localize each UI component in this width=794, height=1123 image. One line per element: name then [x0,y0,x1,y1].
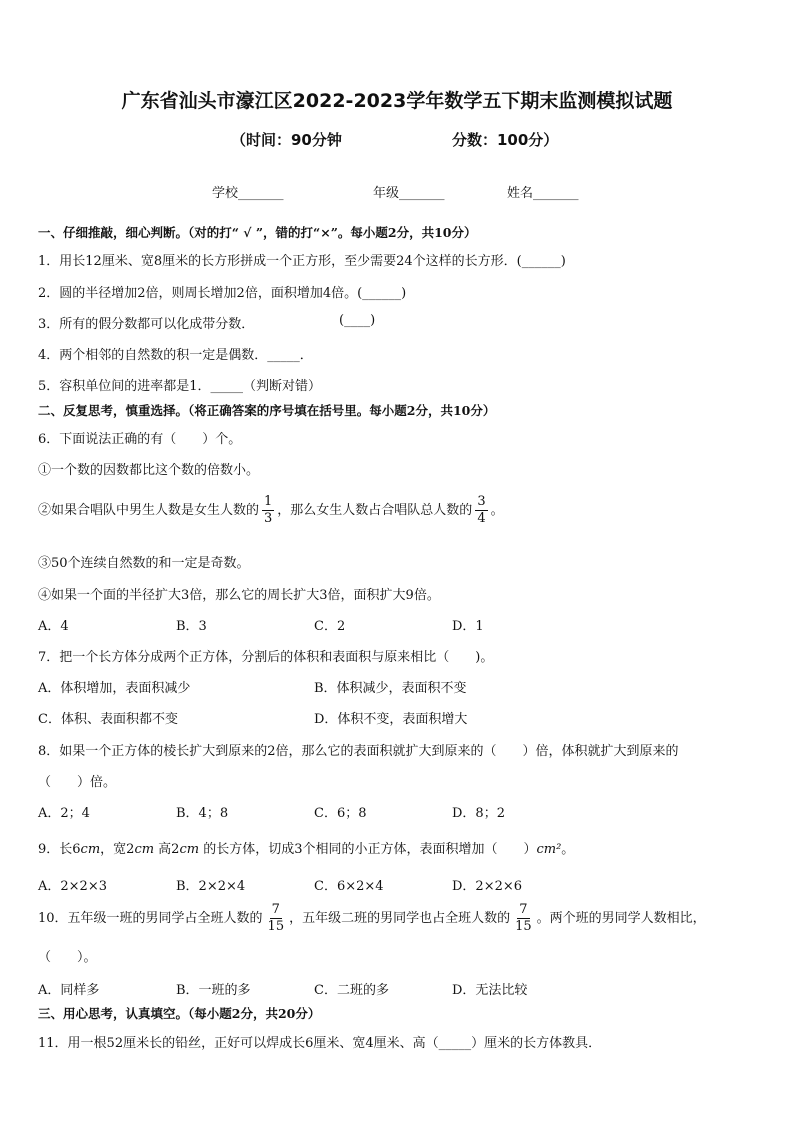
question-11: 11．用一根52厘米长的铅丝，正好可以焊成长6厘米、宽4厘米、高（_____）厘米的长方体教具． [38,1036,602,1051]
q8-option-c: C．6；8 [314,806,367,821]
question-6-statement-2 [38,494,504,527]
question-10-line-2: （ ）。 [38,950,97,965]
q8-option-a: A．2；4 [38,806,90,821]
section3-heading: 三、用心思考，认真填空。（每小题2分，共20分） [38,1006,321,1021]
q10-text-a: 10．五年级一班的男同学占全班人数的 [38,911,263,926]
question-2: 2．圆的半径增加2倍，则周长增加2倍，面积增加4倍。(______) [38,286,407,301]
q9-text-d: 的长方体，切成3个相同的小正方体，表面积增加（ ） [199,842,537,857]
q9-option-c: C．6×2×4 [314,879,384,894]
q7-option-d: D．体积不变，表面积增大 [314,712,468,727]
q6-option-a: A．4 [38,619,69,634]
q9-option-d: D．2×2×6 [452,879,523,894]
fraction-denominator: 4 [477,511,486,526]
q9-option-a: A．2×2×3 [38,879,107,894]
question-4: 4．两个相邻的自然数的积一定是偶数．_____． [38,348,313,363]
fraction-three-quarters [475,494,487,527]
unit-cm2: cm² [536,842,562,857]
fraction-denominator: 15 [515,919,532,934]
q8-option-d: D．8；2 [452,806,505,821]
q7-option-a: A．体积增加，表面积减少 [38,681,191,696]
q9-text-b: ，宽2 [100,842,135,857]
q10-option-a: A．同样多 [38,983,100,998]
q10-option-d: D．无法比较 [452,983,528,998]
q9-text-a: 9．长6 [38,842,81,857]
q6-option-d: D．1 [452,619,484,634]
question-8-line-1: 8．如果一个正方体的棱长扩大到原来的2倍，那么它的表面积就扩大到原来的（ ）倍，体积就扩大到原来的 [38,744,679,759]
name-field: 姓名_______ [507,186,579,201]
exam-score: 分数：100分） [452,131,559,149]
fraction-denominator: 15 [267,919,285,934]
unit-cm: cm [134,842,155,857]
q9-option-b: B．2×2×4 [176,879,246,894]
grade-field: 年级_______ [373,186,445,201]
fraction-seven-fifteenths [266,902,287,935]
question-6: 6．下面说法正确的有（ ）个。 [38,432,242,447]
exam-time: （时间：90分钟 [231,131,342,149]
question-3: 3．所有的假分数都可以化成带分数． [38,317,255,332]
q10-option-c: C．二班的多 [314,983,389,998]
fraction-seven-fifteenths [513,902,534,935]
section1-heading: 一、仔细推敲，细心判断。（对的打“ √ ”，错的打“×”。每小题2分，共10分） [38,225,477,240]
q7-option-c: C．体积、表面积都不变 [38,712,178,727]
question-8-line-2: （ ）倍。 [38,775,117,790]
question-6-statement-1: ①一个数的因数都比这个数的倍数小。 [38,463,260,478]
section2-heading: 二、反复思考，慎重选择。（将正确答案的序号填在括号里。每小题2分，共10分） [38,403,496,418]
fraction-one-third [262,494,274,527]
question-7: 7．把一个长方体分成两个正方体，分割后的体积和表面积与原来相比（ )。 [38,650,494,665]
q7-option-b: B．体积减少，表面积不变 [314,681,467,696]
unit-cm: cm [80,842,101,857]
q6-option-b: B．3 [176,619,207,634]
unit-cm: cm [179,842,200,857]
question-6-statement-3: ③50个连续自然数的和一定是奇数。 [38,556,250,571]
page-title: 广东省汕头市濠江区2022-2023学年数学五下期末监测模拟试题 [121,90,673,112]
q6-2-text-b: ，那么女生人数占合唱队总人数的 [277,503,473,518]
q9-text-c: 高2 [154,842,180,857]
fraction-numerator: 3 [477,494,486,509]
question-5: 5．容积单位间的进率都是1．_____（判断对错） [38,379,322,394]
q9-text-e: 。 [561,842,575,857]
fraction-denominator: 3 [264,511,273,526]
question-10-line-1 [38,902,706,935]
question-9 [38,838,574,857]
question-6-statement-4: ④如果一个面的半径扩大3倍，那么它的周长扩大3倍，面积扩大9倍。 [38,588,440,603]
fraction-numerator: 7 [519,902,528,917]
q6-2-text-a: ②如果合唱队中男生人数是女生人数的 [38,503,260,518]
q10-text-c: 。两个班的男同学人数相比， [536,911,706,926]
question-1: 1．用长12厘米、宽8厘米的长方形拼成一个正方形，至少需要24个这样的长方形．(______) [38,254,566,269]
q8-option-b: B．4；8 [176,806,229,821]
q10-text-b: ，五年级二班的男同学也占全班人数的 [289,911,511,926]
q10-option-b: B．一班的多 [176,983,251,998]
q6-2-text-c: 。 [490,503,504,518]
question-3-blank: (____) [339,313,376,328]
fraction-numerator: 1 [264,494,273,509]
school-field: 学校_______ [212,186,284,201]
q6-option-c: C．2 [314,619,346,634]
fraction-numerator: 7 [271,902,280,917]
